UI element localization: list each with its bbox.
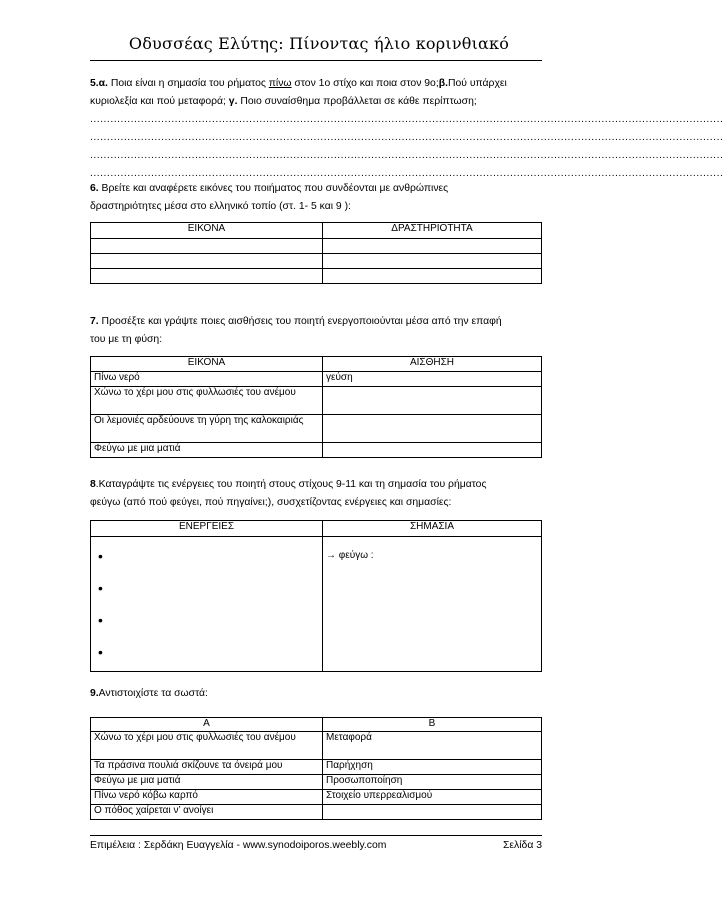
table-cell: Χώνω το χέρι μου στις φυλλωσιές του ανέμου — [91, 732, 323, 760]
table-cell[interactable] — [91, 239, 323, 254]
q6-header-activity: ΔΡΑΣΤΗΡΙΟΤΗΤΑ — [323, 223, 542, 239]
table-cell: Φεύγω με μια ματιά — [91, 775, 323, 790]
page-number: Σελίδα 3 — [502, 840, 542, 851]
answer-dotted-line[interactable]: ........................................................................................................................................................................................... — [90, 114, 723, 125]
table-cell[interactable] — [91, 269, 323, 284]
bullet-point: • — [98, 548, 103, 564]
table-cell[interactable] — [91, 537, 323, 672]
q5-g-number: γ. — [228, 96, 238, 107]
q6-header-image: ΕΙΚΟΝΑ — [91, 223, 323, 239]
q5-number: 5.α. — [90, 78, 108, 89]
q7-table — [90, 356, 542, 458]
table-cell[interactable] — [323, 415, 542, 443]
page-title: Οδυσσέας Ελύτης: Πίνοντας ήλιο κορινθιακό — [128, 34, 510, 53]
q7-header-sense: ΑΙΣΘΗΣΗ — [323, 357, 542, 372]
table-cell — [323, 805, 542, 820]
q5-line2-2: Ποιο συναίσθημα προβάλλεται σε κάθε περίπτωση; — [237, 96, 477, 107]
q8-number: 8 — [90, 479, 96, 490]
bullet-point: • — [98, 644, 103, 660]
q5-text-b: Πού υπάρχει — [447, 78, 507, 89]
q9-table — [90, 717, 542, 820]
table-cell: Στοιχείο υπερρεαλισμού — [323, 790, 542, 805]
table-cell: Πίνω νερό — [91, 372, 323, 387]
q7-number: 7. — [90, 316, 99, 327]
q6-table — [90, 222, 542, 284]
bullet-point: • — [98, 580, 103, 596]
table-cell[interactable] — [323, 254, 542, 269]
q9-header-a: Α — [91, 718, 323, 732]
footer-divider — [90, 835, 542, 836]
table-cell: Πίνω νερό κόβω καρπό — [91, 790, 323, 805]
q8-line1: .Καταγράψτε τις ενέργειες του ποιητή στους στίχους 9-11 και τη σημασία του ρήματος — [95, 479, 487, 490]
table-cell: Ο πόθος χαίρεται ν’ ανοίγει — [91, 805, 323, 820]
q8-header-meaning: ΣΗΜΑΣΙΑ — [323, 521, 542, 537]
table-cell[interactable] — [323, 239, 542, 254]
q8-table — [90, 520, 542, 672]
table-cell: Χώνω το χέρι μου στις φυλλωσιές του ανέμου — [91, 387, 323, 415]
q6-prompt — [90, 180, 542, 216]
q7-prompt — [90, 313, 542, 349]
footer-credit: Επιμέλεια : Σερδάκη Ευαγγελία - www.synodoiporos.weebly.com — [90, 840, 387, 851]
q8-line2: φεύγω (από πού φεύγει, πού πηγαίνει;), συσχετίζοντας ενέργειες και σημασίες: — [90, 497, 452, 508]
header-divider — [90, 60, 542, 61]
table-cell[interactable] — [323, 443, 542, 458]
q7-line1: Προσέξτε και γράψτε ποιες αισθήσεις του ποιητή ενεργοποιούνται μέσα από την επαφή — [98, 316, 502, 327]
table-cell: Προσωποποίηση — [323, 775, 542, 790]
q9-prompt — [90, 685, 542, 703]
q5-prompt — [90, 75, 723, 183]
q5-text-a1: Ποια είναι η σημασία του ρήματος — [107, 78, 269, 89]
q5-word-pino: πίνω — [268, 78, 292, 89]
q9-header-b: Β — [323, 718, 542, 732]
q7-header-image: ΕΙΚΟΝΑ — [91, 357, 323, 372]
bullet-point: • — [98, 612, 103, 628]
q6-line2: δραστηριότητες μέσα στο ελληνικό τοπίο (στ. 1- 5 και 9 ): — [90, 201, 351, 212]
table-cell[interactable]: γεύση — [323, 372, 542, 387]
q5-text-a2: στον 1ο στίχο και ποια στον 9ο; — [291, 78, 439, 89]
q9-text: Αντιστοιχίστε τα σωστά: — [98, 688, 208, 699]
q7-line2: του με τη φύση: — [90, 334, 163, 345]
table-cell: Φεύγω με μια ματιά — [91, 443, 323, 458]
q8-prompt — [90, 476, 542, 512]
table-cell[interactable] — [323, 269, 542, 284]
table-cell: Οι λεμονιές αρδεύουνε τη γύρη της καλοκαιριάς — [91, 415, 323, 443]
table-cell: Μεταφορά — [323, 732, 542, 760]
q6-number: 6. — [90, 183, 99, 194]
table-cell[interactable] — [323, 537, 542, 672]
answer-dotted-line[interactable]: ........................................................................................................................................................................................... — [90, 132, 723, 143]
table-cell[interactable] — [323, 387, 542, 415]
q8-meaning-text: → φεύγω : — [326, 550, 374, 561]
q8-header-actions: ΕΝΕΡΓΕΙΕΣ — [91, 521, 323, 537]
q5-line2-1: κυριολεξία και πού μεταφορά; — [90, 96, 229, 107]
q6-line1: Βρείτε και αναφέρετε εικόνες του ποιήματος που συνδέονται με ανθρώπινες — [98, 183, 449, 194]
table-cell: Παρήχηση — [323, 760, 542, 775]
answer-dotted-line[interactable]: ........................................................................................................................................................................................... — [90, 150, 723, 161]
q9-number: 9. — [90, 688, 99, 699]
table-cell: Τα πράσινα πουλιά σκίζουνε τα όνειρά μου — [91, 760, 323, 775]
page-footer — [90, 840, 542, 851]
table-cell[interactable] — [91, 254, 323, 269]
answer-dotted-line[interactable]: ........................................................................................................................................................................................... — [90, 168, 723, 179]
q5-b-number: β. — [438, 78, 448, 89]
